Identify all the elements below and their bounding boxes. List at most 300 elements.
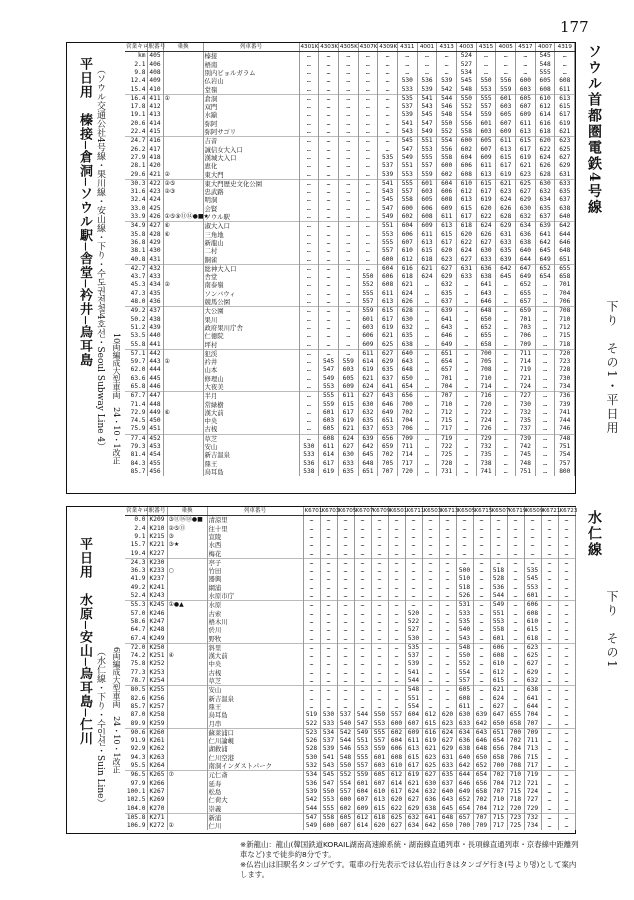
row-time: 608 <box>524 610 541 618</box>
row-transfer <box>167 550 207 559</box>
row-transfer: ○ <box>167 567 207 575</box>
table-row <box>125 443 575 451</box>
row-time: 608 <box>456 695 473 703</box>
row-transfer <box>163 375 203 383</box>
row-time: … <box>319 256 339 265</box>
row-time: … <box>319 77 339 85</box>
row-time: … <box>417 61 437 69</box>
row-time: 639 <box>473 711 490 719</box>
row-time: 604 <box>378 264 398 273</box>
row-km: 67.4 <box>125 635 147 644</box>
row-km: 90.6 <box>125 728 147 737</box>
row-time: 615 <box>555 103 575 111</box>
row-station-number: K251 <box>147 652 167 660</box>
row-transfer <box>163 111 203 119</box>
row-time: … <box>338 316 358 324</box>
row-time: … <box>303 584 320 592</box>
row-time: 736 <box>555 392 575 401</box>
row-time: … <box>299 332 319 340</box>
row-time: 553 <box>320 796 337 804</box>
row-station-name: 大夜美 <box>203 383 299 392</box>
row-time: 532 <box>303 762 320 771</box>
row-time: 527 <box>405 626 422 634</box>
row-time: 558 <box>437 154 457 162</box>
row-time: … <box>378 69 398 77</box>
header-row <box>125 507 575 516</box>
row-time: … <box>473 703 490 711</box>
row-station-number: 417 <box>147 146 163 154</box>
row-time: 619 <box>358 366 378 374</box>
row-time: 541 <box>320 754 337 762</box>
row-time: … <box>558 618 575 626</box>
row-time: 617 <box>555 111 575 119</box>
row-time: … <box>457 307 477 316</box>
row-transfer <box>163 128 203 137</box>
row-time: 526 <box>456 592 473 601</box>
footnotes <box>240 840 580 880</box>
row-time: 635 <box>555 188 575 196</box>
header-train: K6715 <box>474 508 493 514</box>
row-transfer: ②③ <box>163 188 203 196</box>
row-station-number: 431 <box>147 256 163 265</box>
row-time: … <box>558 728 575 737</box>
table-row <box>125 137 575 146</box>
row-time: … <box>303 525 320 533</box>
table-row <box>125 290 575 298</box>
row-time: … <box>358 171 378 180</box>
row-time: 559 <box>319 401 339 409</box>
row-time: … <box>338 86 358 95</box>
row-time: 712 <box>437 409 457 417</box>
row-time: 659 <box>516 307 536 316</box>
row-station-number: K233 <box>147 567 167 575</box>
row-time: 544 <box>490 592 507 601</box>
row-time: … <box>320 660 337 668</box>
row-time: 640 <box>456 754 473 762</box>
row-time: … <box>337 550 354 559</box>
row-station-name: 烏耳島 <box>207 711 303 719</box>
row-time: … <box>507 550 524 559</box>
header-train: 4307K <box>359 44 378 50</box>
row-time: … <box>473 601 490 610</box>
row-km: 24.7 <box>125 137 147 146</box>
row-time: … <box>541 805 558 814</box>
row-km: 75.9 <box>125 425 147 434</box>
row-km: 2.4 <box>125 525 147 533</box>
row-time: … <box>417 324 437 332</box>
row-time: … <box>358 196 378 204</box>
row-station-number: 408 <box>147 69 163 77</box>
row-time: 706 <box>507 754 524 762</box>
row-time: 656 <box>378 434 398 443</box>
suin-left-subtitle: （水仁線・下り・수인선・Suin Line） <box>95 647 105 808</box>
row-time: 615 <box>417 247 437 255</box>
row-time: … <box>541 669 558 677</box>
row-time: 642 <box>358 443 378 451</box>
row-time: 608 <box>535 86 555 95</box>
row-time: 619 <box>422 737 439 745</box>
row-time: 612 <box>388 771 405 780</box>
row-km: 62.0 <box>125 366 147 374</box>
row-time: 530 <box>320 711 337 719</box>
row-time: … <box>496 417 516 425</box>
row-time: 611 <box>516 120 536 128</box>
row-time: 633 <box>338 460 358 468</box>
row-time: 624 <box>338 434 358 443</box>
row-time: … <box>371 669 388 677</box>
row-time: … <box>496 392 516 401</box>
row-time: 702 <box>490 771 507 780</box>
row-time: … <box>338 298 358 307</box>
row-time: 556 <box>496 77 516 85</box>
row-transfer <box>163 239 203 247</box>
row-station-number: K241 <box>147 584 167 592</box>
row-time: 616 <box>535 120 555 128</box>
row-time: … <box>473 575 490 583</box>
row-station-number: 421 <box>147 171 163 180</box>
row-time: 742 <box>516 443 536 451</box>
row-time: … <box>319 171 339 180</box>
row-time: 645 <box>496 273 516 281</box>
row-station-name: 往十里 <box>207 525 303 533</box>
row-time: 624 <box>490 695 507 703</box>
row-time: 629 <box>496 222 516 231</box>
row-transfer <box>163 425 203 434</box>
row-time: 616 <box>422 728 439 737</box>
row-station-name: 衿井 <box>203 358 299 366</box>
row-time: 632 <box>535 188 555 196</box>
table-row <box>125 179 575 188</box>
row-time: 601 <box>371 754 388 762</box>
table-row <box>125 626 575 634</box>
row-time: … <box>378 128 398 137</box>
row-time: … <box>303 677 320 686</box>
row-time: 631 <box>439 754 456 762</box>
table-row <box>125 669 575 677</box>
row-time: … <box>388 575 405 583</box>
row-time: 627 <box>439 737 456 745</box>
row-station-number: 439 <box>147 324 163 332</box>
row-time: 550 <box>371 711 388 719</box>
row-time: … <box>473 669 490 677</box>
row-time: 625 <box>516 179 536 188</box>
row-station-number: 423 <box>147 188 163 196</box>
row-transfer <box>167 805 207 814</box>
row-time: 543 <box>378 188 398 196</box>
row-time: 559 <box>417 171 437 180</box>
row-time: 618 <box>397 273 417 281</box>
row-time: 711 <box>516 349 536 358</box>
row-time: 711 <box>397 443 417 451</box>
row-time: 624 <box>496 196 516 204</box>
row-time: 553 <box>417 146 437 154</box>
row-time: 614 <box>535 111 555 119</box>
row-station-name: 南洞インダストパーク <box>207 762 303 771</box>
row-time: … <box>388 558 405 567</box>
row-time: … <box>378 120 398 128</box>
header-transfer: 乗換 <box>167 507 207 516</box>
row-time: … <box>338 239 358 247</box>
row-time: … <box>535 468 555 476</box>
row-time: 557 <box>456 677 473 686</box>
row-station-name: 延寿 <box>207 780 303 788</box>
row-time: 547 <box>319 366 339 374</box>
row-time: 637 <box>378 375 398 383</box>
row-time: … <box>319 281 339 289</box>
row-time: 650 <box>473 754 490 762</box>
row-km: 57.0 <box>125 610 147 618</box>
row-time: 732 <box>516 409 536 417</box>
row-station-name: 松島 <box>207 788 303 796</box>
row-time: … <box>507 703 524 711</box>
table-row <box>125 550 575 559</box>
row-time: … <box>558 754 575 762</box>
row-time: 710 <box>437 401 457 409</box>
row-time: 534 <box>320 728 337 737</box>
table-row <box>125 332 575 340</box>
row-time: 610 <box>371 788 388 796</box>
row-km: 28.1 <box>125 162 147 170</box>
row-time: … <box>496 61 516 69</box>
row-transfer <box>167 737 207 745</box>
row-time: 702 <box>378 451 398 459</box>
row-time: 617 <box>388 788 405 796</box>
table-row <box>125 745 575 753</box>
row-time: … <box>439 533 456 541</box>
row-time: 717 <box>524 762 541 771</box>
row-time: 619 <box>378 324 398 332</box>
row-transfer <box>167 635 207 644</box>
row-time: 719 <box>516 366 536 374</box>
row-transfer: ③ <box>167 533 207 541</box>
row-time: … <box>541 695 558 703</box>
row-transfer <box>163 146 203 154</box>
row-time: … <box>388 669 405 677</box>
row-time: 631 <box>496 231 516 239</box>
row-time: … <box>338 324 358 332</box>
row-time: … <box>299 213 319 222</box>
row-time: … <box>319 196 339 204</box>
row-time: … <box>417 307 437 316</box>
row-km: 82.6 <box>125 695 147 703</box>
row-time: … <box>303 516 320 525</box>
row-time: … <box>299 77 319 85</box>
table-row <box>125 711 575 719</box>
row-time: 651 <box>358 468 378 476</box>
row-time: 624 <box>535 154 555 162</box>
table-row <box>125 525 575 533</box>
row-time: 714 <box>476 383 496 392</box>
row-time: … <box>358 94 378 103</box>
row-time: … <box>473 584 490 592</box>
row-time: 555 <box>354 754 371 762</box>
table-row <box>125 281 575 289</box>
row-time: 630 <box>358 401 378 409</box>
row-station-name: 清涼里 <box>207 516 303 525</box>
row-time: 618 <box>417 256 437 265</box>
row-time: 548 <box>456 643 473 652</box>
row-station-number: 446 <box>147 383 163 392</box>
row-transfer <box>163 52 203 61</box>
row-time: … <box>354 635 371 644</box>
row-time: 609 <box>437 205 457 213</box>
row-time: … <box>496 281 516 289</box>
row-time: 608 <box>319 434 339 443</box>
footnote: ※仏岩山は旧駅名タンゴゲです。電車の行先表示では仏岩山行きはタンゴゲ行き(号より명)として案内します。 <box>240 860 577 879</box>
row-time: … <box>422 618 439 626</box>
row-time: 730 <box>516 401 536 409</box>
header-row <box>125 43 575 52</box>
row-station-name: 仁川論峴 <box>207 737 303 745</box>
header-train: 4003 <box>457 43 477 52</box>
row-time: 638 <box>555 205 575 213</box>
row-time: 542 <box>337 728 354 737</box>
row-time: 652 <box>535 264 555 273</box>
table-row <box>125 425 575 434</box>
row-time: … <box>319 103 339 111</box>
row-time: … <box>422 516 439 525</box>
row-time: … <box>558 695 575 703</box>
row-time: 603 <box>496 103 516 111</box>
row-time: … <box>303 695 320 703</box>
row-time: 613 <box>457 196 477 204</box>
row-station-name: 政府果川庁舎 <box>203 324 299 332</box>
table-row <box>125 762 575 771</box>
row-time: 551 <box>405 695 422 703</box>
row-time: … <box>405 584 422 592</box>
row-time: 748 <box>516 460 536 468</box>
row-time: … <box>422 660 439 668</box>
row-time: … <box>496 443 516 451</box>
row-time: … <box>354 669 371 677</box>
row-time: 550 <box>358 273 378 281</box>
row-time: 551 <box>378 222 398 231</box>
row-time: 605 <box>476 137 496 146</box>
row-transfer: ⑥ <box>163 231 203 239</box>
row-time: 705 <box>476 358 496 366</box>
row-time: 610 <box>397 247 417 255</box>
row-time: 629 <box>555 162 575 170</box>
row-time: … <box>299 94 319 103</box>
row-time: … <box>320 703 337 711</box>
table-row <box>125 567 575 575</box>
row-time: … <box>320 677 337 686</box>
row-time: 622 <box>535 146 555 154</box>
row-time: 609 <box>358 341 378 350</box>
row-time: 600 <box>320 822 337 830</box>
row-time: … <box>299 264 319 273</box>
row-time: … <box>439 677 456 686</box>
table-row <box>125 533 575 541</box>
row-time: … <box>558 652 575 660</box>
row-time: 557 <box>476 103 496 111</box>
row-station-name: 中央 <box>207 660 303 668</box>
row-time: … <box>337 533 354 541</box>
row-time: … <box>541 643 558 652</box>
row-time: … <box>541 660 558 668</box>
row-time: 626 <box>476 231 496 239</box>
row-time: … <box>473 643 490 652</box>
row-time: 555 <box>358 290 378 298</box>
row-time: … <box>473 567 490 575</box>
row-time: 627 <box>358 392 378 401</box>
row-time: … <box>524 516 541 525</box>
row-time: … <box>358 61 378 69</box>
row-km: 74.5 <box>125 417 147 425</box>
row-time: … <box>299 205 319 213</box>
row-time: … <box>422 610 439 618</box>
row-time: 641 <box>524 695 541 703</box>
row-time: … <box>417 69 437 77</box>
row-time: 548 <box>457 86 477 95</box>
table-row <box>125 516 575 525</box>
header-train: K6711 <box>406 508 425 514</box>
row-time: 612 <box>535 103 555 111</box>
row-time: 623 <box>439 720 456 729</box>
row-time: … <box>299 69 319 77</box>
row-time: … <box>457 341 477 350</box>
row-time: … <box>337 669 354 677</box>
row-time: … <box>319 128 339 137</box>
row-time: 615 <box>437 231 457 239</box>
row-time: 621 <box>555 128 575 137</box>
row-time: 621 <box>405 780 422 788</box>
row-km: 19.4 <box>125 550 147 559</box>
row-time: 615 <box>405 754 422 762</box>
row-time: 630 <box>516 205 536 213</box>
row-station-number: 433 <box>147 273 163 281</box>
row-time: 630 <box>456 711 473 719</box>
row-time: … <box>422 626 439 634</box>
row-station-number: 409 <box>147 77 163 85</box>
row-time: 642 <box>473 720 490 729</box>
row-station-number: K243 <box>147 592 167 601</box>
row-time: … <box>299 375 319 383</box>
row-time: … <box>358 77 378 85</box>
row-time: … <box>417 358 437 366</box>
row-transfer <box>167 660 207 668</box>
row-time: 655 <box>516 290 536 298</box>
row-time: … <box>371 695 388 703</box>
row-station-number: 426 <box>147 213 163 222</box>
row-time: 646 <box>476 298 496 307</box>
row-time: … <box>558 703 575 711</box>
row-time: 702 <box>473 796 490 804</box>
row-km: 64.7 <box>125 626 147 634</box>
row-time: … <box>354 558 371 567</box>
row-time: 552 <box>437 128 457 137</box>
table-row <box>125 264 575 273</box>
row-time: … <box>299 247 319 255</box>
row-station-name: 弥阿サゴリ <box>203 128 299 137</box>
row-time: … <box>358 231 378 239</box>
row-time: 557 <box>354 762 371 771</box>
row-time: 641 <box>422 813 439 822</box>
row-time: 621 <box>417 264 437 273</box>
row-time: 530 <box>303 754 320 762</box>
row-time: … <box>507 601 524 610</box>
table-row <box>125 162 575 170</box>
row-time: … <box>337 567 354 575</box>
row-time: 643 <box>437 324 457 332</box>
row-time: … <box>299 137 319 146</box>
row-time: … <box>338 213 358 222</box>
row-station-number: K252 <box>147 660 167 668</box>
row-km: 40.8 <box>125 256 147 265</box>
row-time: … <box>388 541 405 549</box>
row-time: 638 <box>456 745 473 753</box>
row-time: 603 <box>371 762 388 771</box>
